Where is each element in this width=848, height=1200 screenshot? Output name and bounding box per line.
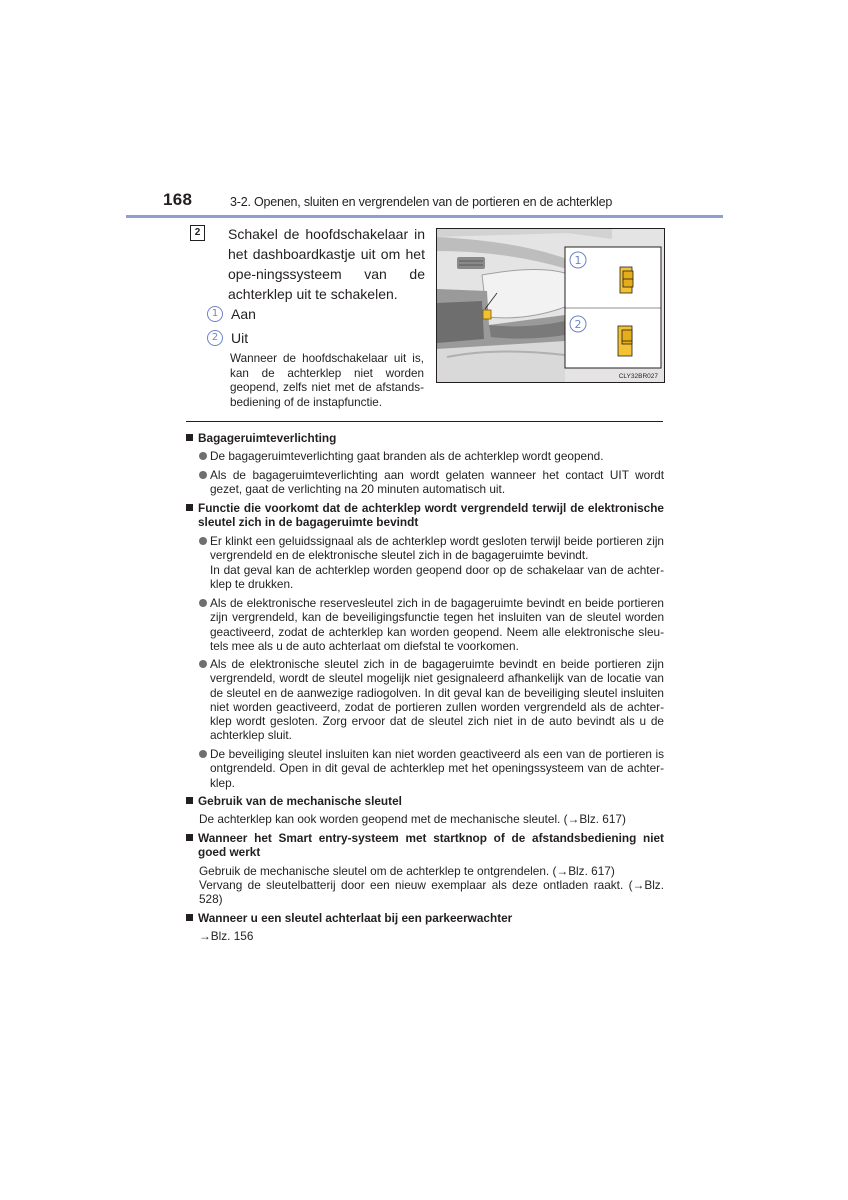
header-rule xyxy=(126,215,723,218)
figure-callout-2: 2 xyxy=(574,318,582,331)
page-number: 168 xyxy=(163,190,193,209)
option-off-label: Uit xyxy=(231,330,249,346)
bullet-item: Er klinkt een geluidssignaal als de achterklep wordt gesloten terwijl beide portieren zijn vergrendeld en de elektronische sleutel zich in de bagageruimte bevindt. xyxy=(199,534,664,563)
heading-key-lock-prevention: Functie die voorkomt dat de achterklep wordt vergrendeld terwijl de elektronische sleutel zich in de bagageruimte bevindt xyxy=(186,501,664,530)
callout-number-2: 2 xyxy=(207,330,223,346)
bullet-item: De beveiliging sleutel insluiten kan niet worden geactiveerd als een van de portieren is ontgrendeld. Open in dit geval de achterklep met het openingssysteem van de achter-klep. xyxy=(199,747,664,790)
step-number-badge: 2 xyxy=(190,225,205,241)
round-bullet-icon xyxy=(199,599,207,607)
paragraph-line: Vervang de sleutelbatterij door een nieuw exemplaar als deze ontladen raakt. (→Blz. 528) xyxy=(199,878,664,907)
square-bullet-icon xyxy=(186,504,193,511)
heading-valet: Wanneer u een sleutel achterlaat bij een parkeerwachter xyxy=(186,911,664,925)
callout-number-1: 1 xyxy=(207,306,223,322)
heading-smart-entry-fail: Wanneer het Smart entry-systeem met startknop of de afstandsbediening niet goed werkt xyxy=(186,831,664,860)
square-bullet-icon xyxy=(186,914,193,921)
figure-code: CLY32BR027 xyxy=(618,373,658,380)
bullet-item: De bagageruimteverlichting gaat branden als de achterklep wordt geopend. xyxy=(199,449,664,463)
square-bullet-icon xyxy=(186,797,193,804)
bullet-item: Als de elektronische reservesleutel zich in de bagageruimte bevindt en beide portieren zijn vergrendeld, kan de beveiligingsfunctie tegen het insluiten van de sleutel worden geactiveerd, zodat de achterklep kan worden geopend. Neem alle elektronische sleu-tels mee als u de auto achterlaat om diefstal te voorkomen. xyxy=(199,596,664,653)
paragraph-line: Gebruik de mechanische sleutel om de achterklep te ontgrendelen. (→Blz. 617) xyxy=(199,864,615,878)
paragraph-line: De achterklep kan ook worden geopend met de mechanische sleutel. (→Blz. 617) xyxy=(199,812,626,826)
round-bullet-icon xyxy=(199,750,207,758)
round-bullet-icon xyxy=(199,471,207,479)
square-bullet-icon xyxy=(186,834,193,841)
page-reference: →Blz. 156 xyxy=(199,929,254,943)
heading-luggage-light: Bagageruimteverlichting xyxy=(186,431,664,445)
heading-mechanical-key: Gebruik van de mechanische sleutel xyxy=(186,794,664,808)
dashboard-drawing xyxy=(437,229,664,382)
step-instruction: Schakel de hoofdschakelaar in het dashboardkastje uit om het ope-ningssysteem van de achterklep uit te schakelen. xyxy=(228,226,425,302)
option-off xyxy=(207,330,248,346)
step-note: Wanneer de hoofdschakelaar uit is, kan de achterklep niet worden geopend, zelfs niet met de afstands-bediening of de instapfunctie. xyxy=(230,352,424,409)
bullet-item: Als de bagageruimteverlichting aan wordt gelaten wanneer het contact UIT wordt gezet, gaat de verlichting na 20 minuten automatisch uit. xyxy=(199,468,664,497)
bullet-item: Als de elektronische sleutel zich in de bagageruimte bevindt en beide portieren zijn vergrendeld, wordt de sleutel mogelijk niet gesignaleerd afhankelijk van de locatie van de sleutel en de aanwezige radiogolven. In dit geval kan de beveiliging sleutel insluiten niet worden geactiveerd, zodat de portieren zullen worden vergrendeld als de achter-klep wordt gesloten. Zorg ervoor dat de sleutel zich niet in de auto bevindt als u de achterklep sluit. xyxy=(199,657,664,743)
glovebox-switch-illustration xyxy=(436,228,665,383)
figure-callout-1: 1 xyxy=(574,254,582,267)
option-on-label: Aan xyxy=(231,306,256,322)
section-title: 3-2. Openen, sluiten en vergrendelen van de portieren en de achterklep xyxy=(230,195,613,209)
option-on xyxy=(207,306,256,322)
bullet-continuation: In dat geval kan de achterklep worden geopend door op de schakelaar van de achter-klep te drukken. xyxy=(210,563,664,592)
round-bullet-icon xyxy=(199,537,207,545)
round-bullet-icon xyxy=(199,452,207,460)
block-divider xyxy=(186,421,663,422)
round-bullet-icon xyxy=(199,660,207,668)
square-bullet-icon xyxy=(186,434,193,441)
